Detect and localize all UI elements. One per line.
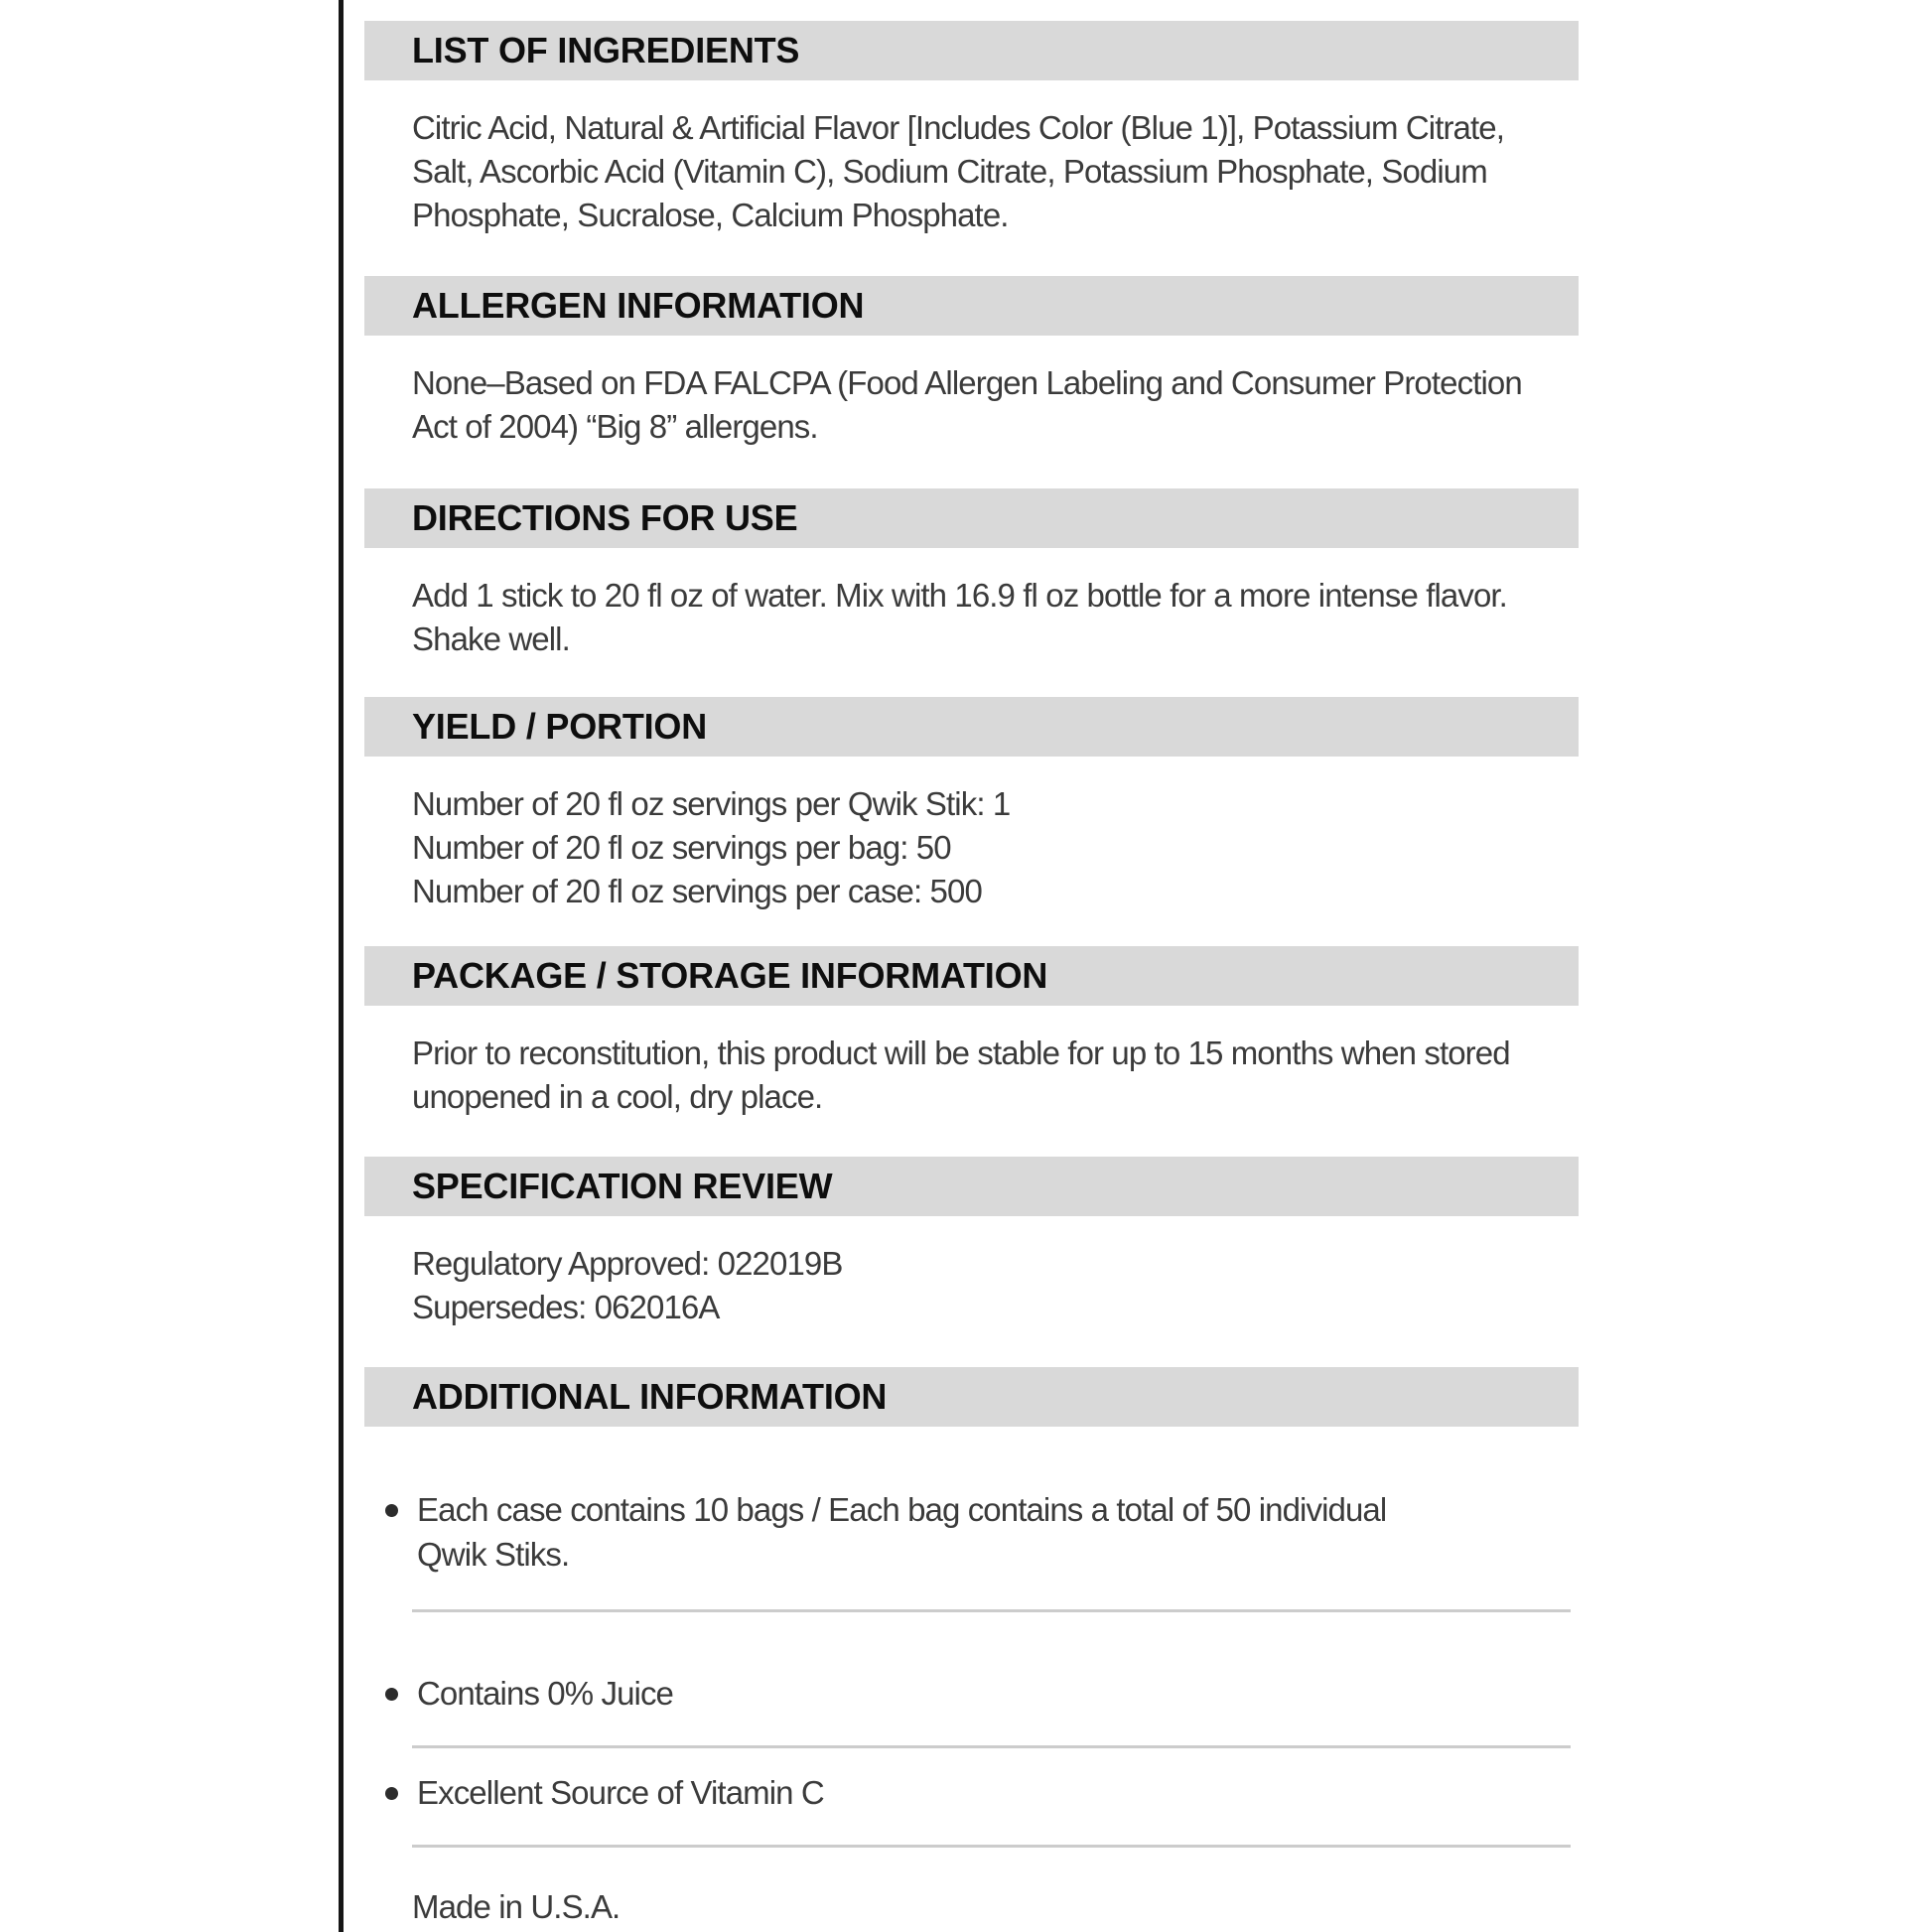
divider	[412, 1609, 1571, 1612]
body-line: Citric Acid, Natural & Artificial Flavor [Includes Color (Blue 1)], Potassium Citrate,	[412, 109, 1504, 146]
bullet-text	[417, 1671, 673, 1716]
section-header-bar	[364, 697, 1579, 757]
section-yield-portion	[364, 697, 1579, 913]
body-line: Shake well.	[412, 621, 570, 657]
body-line: Act of 2004) “Big 8” allergens.	[412, 408, 818, 445]
section-list-of-ingredients	[364, 21, 1579, 237]
bullet-item	[385, 1770, 1579, 1815]
section-package-storage-information	[364, 946, 1579, 1119]
body-line: Excellent Source of Vitamin C	[417, 1774, 824, 1811]
divider	[412, 1745, 1571, 1748]
bullet-icon	[385, 1787, 398, 1800]
section-body	[412, 1032, 1579, 1119]
body-line: Number of 20 fl oz servings per bag: 50	[412, 829, 951, 866]
body-line: Phosphate, Sucralose, Calcium Phosphate.	[412, 197, 1009, 233]
section-body	[412, 782, 1579, 913]
divider	[412, 1845, 1571, 1848]
bullet-text	[417, 1770, 824, 1815]
body-line: Contains 0% Juice	[417, 1675, 674, 1712]
section-header-bar	[364, 21, 1579, 80]
body-line: Number of 20 fl oz servings per Qwik Stik: 1	[412, 785, 1011, 822]
section-heading: YIELD / PORTION	[412, 706, 708, 747]
section-header-bar	[364, 1157, 1579, 1216]
bullet-item	[385, 1671, 1579, 1716]
section-heading: DIRECTIONS FOR USE	[412, 497, 798, 538]
made-in-note: Made in U.S.A.	[412, 1888, 621, 1925]
section-additional-information	[364, 1367, 1579, 1929]
section-header-bar	[364, 946, 1579, 1006]
body-line: Salt, Ascorbic Acid (Vitamin C), Sodium Citrate, Potassium Phosphate, Sodium	[412, 153, 1487, 190]
left-border-rule	[339, 0, 344, 1932]
body-line: Number of 20 fl oz servings per case: 500	[412, 873, 982, 909]
section-heading: LIST OF INGREDIENTS	[412, 30, 800, 70]
bullet-item	[385, 1487, 1579, 1577]
section-heading: ALLERGEN INFORMATION	[412, 285, 865, 326]
section-body	[412, 361, 1579, 449]
body-line: Regulatory Approved: 022019B	[412, 1245, 843, 1282]
bullet-text	[417, 1487, 1386, 1577]
section-body	[412, 1242, 1579, 1329]
body-line: unopened in a cool, dry place.	[412, 1078, 823, 1115]
body-line: None–Based on FDA FALCPA (Food Allergen Labeling and Consumer Protection	[412, 364, 1522, 401]
body-line: Add 1 stick to 20 fl oz of water. Mix with 16.9 fl oz bottle for a more intense flavor.	[412, 577, 1507, 614]
section-heading: SPECIFICATION REVIEW	[412, 1166, 833, 1206]
section-directions-for-use	[364, 488, 1579, 661]
section-header-bar	[364, 276, 1579, 336]
body-line: Each case contains 10 bags / Each bag contains a total of 50 individual	[417, 1491, 1387, 1528]
bullet-icon	[385, 1504, 398, 1517]
spec-sheet	[364, 0, 1579, 1929]
section-heading: PACKAGE / STORAGE INFORMATION	[412, 955, 1048, 996]
body-line: Supersedes: 062016A	[412, 1289, 720, 1325]
section-body	[412, 574, 1579, 661]
section-body	[412, 106, 1579, 237]
body-line: Qwik Stiks.	[417, 1536, 570, 1573]
section-heading: ADDITIONAL INFORMATION	[412, 1376, 888, 1417]
section-allergen-information	[364, 276, 1579, 449]
bullet-icon	[385, 1688, 398, 1701]
section-header-bar	[364, 1367, 1579, 1427]
section-specification-review	[364, 1157, 1579, 1329]
section-header-bar	[364, 488, 1579, 548]
body-line: Prior to reconstitution, this product will be stable for up to 15 months when stored	[412, 1035, 1510, 1071]
